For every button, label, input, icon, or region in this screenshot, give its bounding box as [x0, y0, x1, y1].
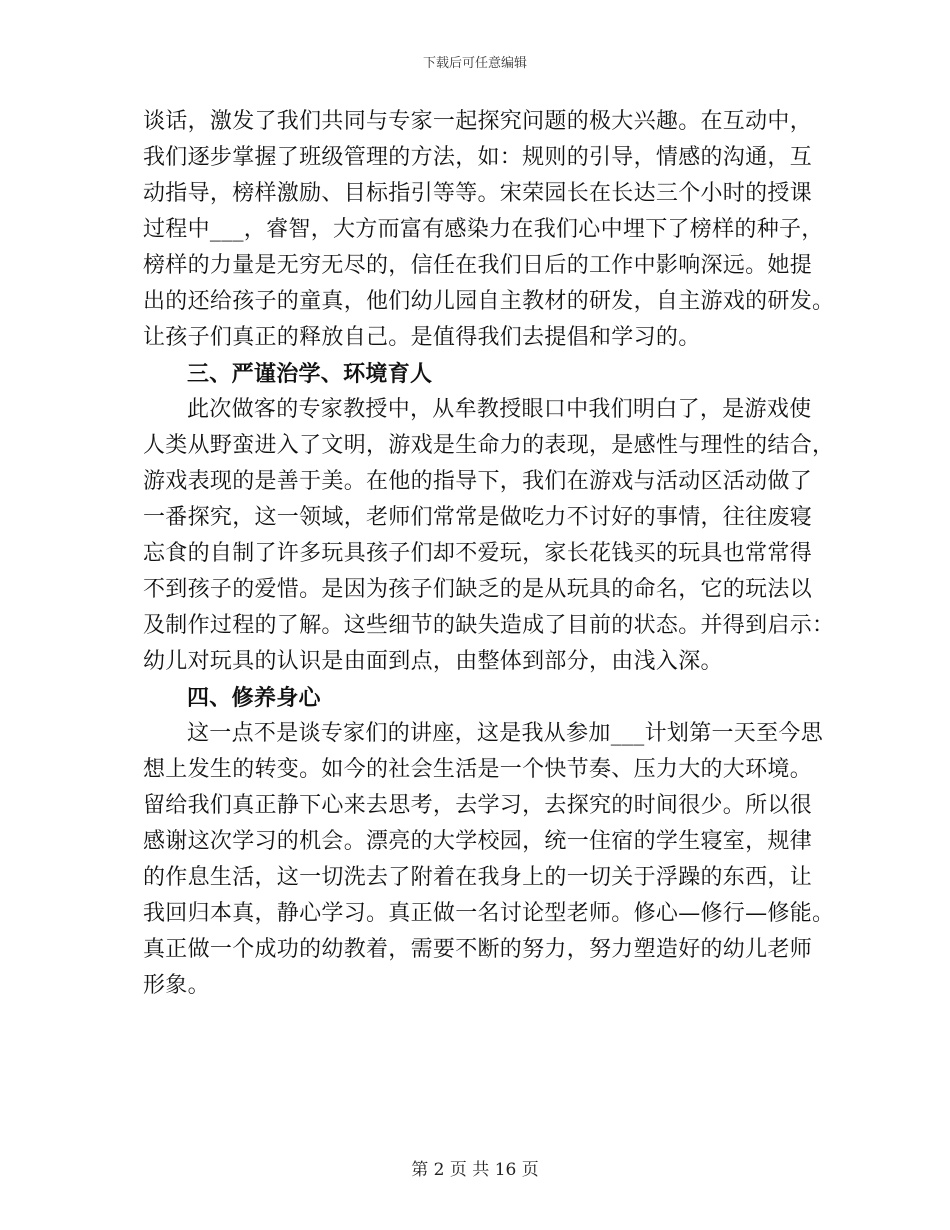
text-line: 感谢这次学习的机会。漂亮的大学校园，统一住宿的学生寝室，规律	[143, 829, 813, 854]
section-heading-3: 三、严谨治学、环境育人	[187, 361, 433, 387]
text-line: 及制作过程的了解。这些细节的缺失造成了目前的状态。并得到启示：	[143, 613, 835, 638]
text-line: 真正做一个成功的幼教着，需要不断的努力，努力塑造好的幼儿老师	[143, 937, 813, 962]
text-line: 不到孩子的爱惜。是因为孩子们缺乏的是从玩具的命名，它的玩法以	[143, 577, 813, 602]
section-heading-4: 四、修养身心	[187, 685, 321, 711]
text-line: 想上发生的转变。如今的社会生活是一个快节奏、压力大的大环境。	[143, 757, 813, 782]
text-line: 这一点不是谈专家们的讲座，这是我从参加___计划第一天至今思	[187, 721, 824, 746]
text-line: 忘食的自制了许多玩具孩子们却不爱玩，家长花钱买的玩具也常常得	[143, 541, 813, 566]
text-line: 我们逐步掌握了班级管理的方法，如：规则的引导，情感的沟通，互	[143, 145, 813, 170]
text-line: 动指导，榜样激励、目标指引等等。宋荣园长在长达三个小时的授课	[143, 181, 813, 206]
text-line: 此次做客的专家教授中，从牟教授眼口中我们明白了，是游戏使	[187, 397, 812, 422]
section-4-paragraph	[143, 716, 835, 1004]
text-line: 的作息生活，这一切洗去了附着在我身上的一切关于浮躁的东西，让	[143, 865, 813, 890]
page-number-footer: 第 2 页 共 16 页	[411, 1160, 539, 1180]
document-body	[143, 104, 835, 1004]
text-line: 我回归本真，静心学习。真正做一名讨论型老师。修心—修行—修能。	[143, 901, 835, 926]
text-line: 幼儿对玩具的认识是由面到点，由整体到部分，由浅入深。	[143, 649, 723, 674]
text-line: 出的还给孩子的童真，他们幼儿园自主教材的研发，自主游戏的研发。	[143, 289, 835, 314]
text-line: 游戏表现的是善于美。在他的指导下，我们在游戏与活动区活动做了	[143, 469, 813, 494]
text-line: 过程中___，睿智，大方而富有感染力在我们心中埋下了榜样的种子，	[143, 217, 824, 242]
text-line: 一番探究，这一领域，老师们常常是做吃力不讨好的事情，往往废寝	[143, 505, 813, 530]
text-line: 谈话，激发了我们共同与专家一起探究问题的极大兴趣。在互动中，	[143, 109, 813, 134]
text-line: 留给我们真正静下心来去思考，去学习，去探究的时间很少。所以很	[143, 793, 813, 818]
text-line: 让孩子们真正的释放自己。是值得我们去提倡和学习的。	[143, 325, 701, 350]
text-line: 榜样的力量是无穷无尽的，信任在我们日后的工作中影响深远。她提	[143, 253, 813, 278]
paragraph-continuation	[143, 104, 835, 356]
text-line: 人类从野蛮进入了文明，游戏是生命力的表现，是感性与理性的结合，	[143, 433, 835, 458]
section-3-paragraph	[143, 392, 835, 680]
page-header: 下载后可任意编辑	[422, 56, 527, 71]
text-line: 形象。	[143, 973, 210, 998]
